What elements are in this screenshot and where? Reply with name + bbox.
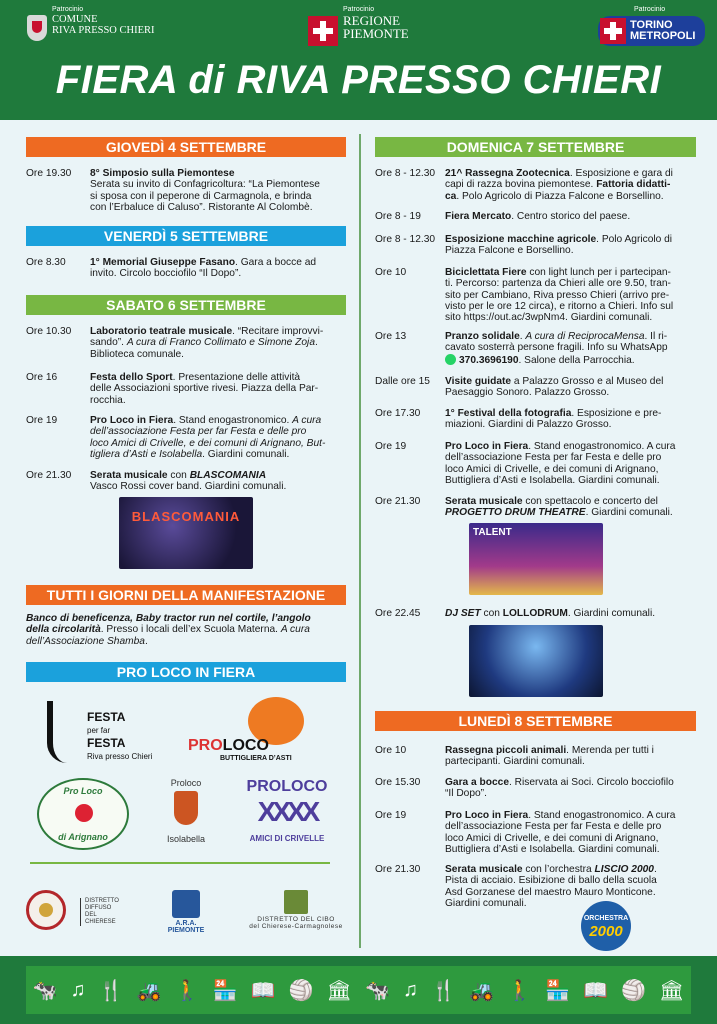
footer [0,956,717,1024]
event-text: sito https://out.ac/3wpNm4. Giardini comunali. [445,312,653,324]
event-text: . Stand enogastronomico. A cura [528,441,676,452]
event-text: con light lunch per i partecipan- [526,267,671,278]
seal-icon [26,890,66,930]
event-sabato-4 [26,470,346,494]
event-text: . Esposizione e pre- [571,408,662,419]
person-icon: 🚶 [174,979,200,1002]
patron-name-line: REGIONE [343,13,401,28]
event-text: . Giardini comunali. [202,448,290,460]
day-header-giovedi: GIOVEDÌ 4 SETTEMBRE [26,137,346,157]
patron-name-line: METROPOLI [630,30,696,42]
page-title: FIERA di RIVA PRESSO CHIERI [55,58,662,102]
patron-name-line: COMUNE [52,14,98,25]
event-sabato-2 [26,372,346,408]
event-domenica-2 [375,211,696,225]
event-time: Ore 16 [26,372,58,383]
event-text: . Merenda per tutti i [566,745,654,756]
event-text: a Palazzo Grosso e al Museo del [511,376,664,387]
music-icon: ♫ [402,978,418,1001]
event-lunedi-1 [375,745,696,769]
patron-caption: Patrocinio [52,6,84,13]
event-time: Ore 21.30 [26,470,72,481]
tutti-i-giorni-text [26,613,346,649]
event-title: Serata musicale [90,470,168,481]
event-title: Pro Loco in Fiera [445,810,529,821]
event-title: Visite guidate [445,376,512,387]
book-icon: 📖 [582,979,608,1002]
event-time: Ore 19 [26,415,58,426]
event-domenica-5 [375,331,696,367]
event-lunedi-2 [375,777,696,801]
event-text: . Polo Agricolo di Piazza Falcone e Borsellino. [456,190,664,202]
event-time: Ore 21.30 [375,496,421,507]
event-credit: dell’associazione Festa per far Festa e delle pro [90,426,307,438]
event-text: dell’associazione Festa per far Festa e delle pro [445,452,662,464]
event-text: con spettacolo e concerto del [522,496,658,507]
logo-text: A.R.A. [175,920,197,927]
logo-text: AMICI DI CRIVELLE [249,834,325,843]
festa-per-far-festa-logo [47,697,157,767]
event-text: loco Amici di Crivelle, e dei comuni di Arignano, [445,832,659,844]
logo-text: DEL CHIERESE [85,912,116,925]
logo-text: del Chierese-Carmagnolese [249,923,343,930]
event-title: Gara a bocce [445,777,509,788]
drum-theatre-photo [469,523,603,595]
logo-text: FESTA [87,736,126,750]
event-text: ti. Percorso: partenza da Chieri alle ore 9.50, tran- [445,278,671,290]
event-text: Biblioteca comunale. [90,348,185,360]
event-title: 1° Memorial Giuseppe Fasano [90,257,236,268]
tractor-icon: 🚜 [136,979,162,1002]
music-note-icon [47,701,87,763]
logo-text: Isolabella [166,834,206,844]
patron-caption: Patrocinio [343,6,375,13]
event-text: Vasco Rossi cover band. Giardini comunali. [90,481,287,493]
event-credit: A cura [280,624,310,636]
event-title: Fattoria didatti- [596,179,671,191]
event-time: Ore 17.30 [375,408,421,419]
ara-icon [172,890,200,918]
event-domenica-9 [375,496,696,520]
event-band-name: LOLLODRUM [502,608,568,619]
event-text: miazioni. Giardini di Palazzo Grosso. [445,419,612,431]
event-time: Ore 21.30 [375,864,421,875]
torino-metropoli-badge [598,16,705,46]
event-text: . Presentazione delle attività [172,372,301,383]
logo-text: Proloco [170,778,202,788]
day-header-lunedi: LUNEDÌ 8 SETTEMBRE [375,711,696,731]
event-text: invito. Circolo bocciofilo “Il Dopo”. [90,268,242,280]
event-title: Festa dello Sport [90,372,173,383]
event-credit: A cura [292,415,322,426]
event-text: della circolarità [26,624,101,636]
event-text: Pista di acciaio. Esibizione di ballo della scuola [445,875,657,887]
logo-text: DISTRETTO [85,898,119,904]
event-credit: A cura di ReciprocaMensa [525,331,645,342]
day-header-venerdi: VENERDÌ 5 SETTEMBRE [26,226,346,246]
logo-text: di Arignano [58,832,108,842]
book-icon: 📖 [250,979,276,1002]
event-text: . Riservata ai Soci. Circolo bocciofilo [509,777,674,788]
distretto-diffuso-logo [26,890,126,930]
proloco-isolabella-logo [160,778,212,850]
event-credit: loco Amici di Crivelle, e dei comuni di Arignano, But- [90,437,326,449]
event-time: Ore 19.30 [26,168,72,179]
event-domenica-8 [375,441,696,487]
event-text: loco Amici di Crivelle, e dei comuni di Arignano, [445,463,659,475]
event-text: delle Associazioni sportive rivesi. Piazza della Par- [90,383,319,395]
event-venerdi-1 [26,257,346,281]
event-text: con l’Erbaluce di Caluso”. Ristorante Al Colombè. [90,201,313,213]
torino-flag-icon [600,18,626,44]
event-title: 1° Festival della fotografia [445,408,572,419]
logo-text: FESTA [87,710,126,724]
event-domenica-4 [375,267,696,325]
event-text: . Gara a bocce ad [235,257,317,268]
event-giovedi-1 [26,168,346,214]
ara-piemonte-logo [162,890,210,934]
event-domenica-10 [375,608,696,622]
event-text: Giardini comunali. [445,897,527,909]
tractor-icon: 🚜 [469,979,494,1002]
event-credit: A cura di Franco Collimato e Simone Zoja [126,337,315,349]
event-text: con l’orchestra [522,864,595,875]
proloco-arignano-logo [37,778,129,850]
patron-caption: Patrocinio [634,6,666,13]
event-text: capi di razza bovina piemontese. [445,179,597,191]
event-lunedi-3 [375,810,696,856]
volleyball-icon: 🏐 [288,979,314,1002]
cow-icon: 🐄 [32,979,58,1002]
event-domenica-1 [375,168,696,204]
patron-name-line: PIEMONTE [343,26,409,41]
regione-flag-icon [308,16,338,46]
event-domenica-7 [375,408,696,432]
event-title: ca [445,190,457,202]
day-header-domenica: DOMENICA 7 SETTEMBRE [375,137,696,157]
event-text: Serata su invito di Confagricoltura: “La Piemontese [90,179,320,191]
event-title: Serata musicale [445,496,523,507]
event-time: Ore 19 [375,810,407,821]
event-text: sito per Cambiano, Riva presso Chieri (arrivo pre- [445,289,670,301]
event-text: . Salone della Parrocchia. [518,354,635,366]
logo-text: DISTRETTO DEL CIBO [257,916,335,923]
logo-text: PRO [188,737,223,754]
event-text: con [167,470,190,481]
event-time: Ore 15.30 [375,777,421,788]
event-band-name: PROGETTO DRUM THEATRE [445,507,586,519]
event-text: . Stand enogastronomico. A cura [528,810,676,821]
comune-crest-icon [27,15,47,41]
event-title: Rassegna piccoli animali [445,745,567,756]
event-phone: 370.3696190 [459,354,519,366]
event-title: Biciclettata Fiere [445,267,527,278]
event-text: si sposa con il peperone di Carmagnola, e brinda [90,190,312,202]
proloco-buttigliera-logo [188,697,320,767]
event-time: Ore 8 - 19 [375,211,421,222]
patron-regione [308,6,409,46]
event-text: . Giardini comunali. [567,608,656,619]
event-title: Pro Loco in Fiera [90,415,174,426]
day-header-sabato: SABATO 6 SETTEMBRE [26,295,346,315]
event-text: . “Recitare improvvi- [232,326,324,337]
proloco-crivelle-logo [246,778,328,850]
dc-icon [284,890,308,914]
event-text: cavato sosterrà persone fragili. Info su WhatsApp [445,342,668,354]
footer-icon-strip [26,966,691,1014]
logo-text: BUTTIGLIERA D’ASTI [220,755,292,762]
logo-text: PIEMONTE [167,927,205,934]
event-sabato-3 [26,415,346,461]
event-band-name: LISCIO 2000 [594,864,654,875]
event-text: dell’associazione Festa per far Festa e delle pro [445,821,662,833]
event-title: DJ SET [445,608,481,619]
event-lunedi-4 [375,864,696,910]
event-text: . Polo Agricolo di [596,234,673,245]
shield-icon [174,791,198,825]
patron-torino [598,6,705,46]
event-text: sando”. [90,337,127,349]
blascomania-photo [119,497,253,569]
section-header-tutti-i-giorni: TUTTI I GIORNI DELLA MANIFESTAZIONE [26,585,346,605]
logo-text: PROLOCO [246,778,328,795]
event-time: Ore 10 [375,745,407,756]
event-domenica-3 [375,234,696,258]
event-text: Piazza Falcone e Borsellino. [445,245,574,257]
event-credit: dell’Associazione Shamba [26,635,145,647]
logo-text: per far [87,726,111,735]
cow-icon: 🐄 [364,979,390,1002]
patron-comune [27,6,155,41]
patron-name-line: TORINO [630,19,673,31]
header [0,0,717,120]
section-header-pro-loco: PRO LOCO IN FIERA [26,662,346,682]
crossed-x-icon: XXXX [257,796,317,827]
whatsapp-icon [445,354,456,365]
event-title: Esposizione macchine agricole [445,234,597,245]
event-title: 8° Simposio sulla Piemontese [90,168,235,179]
event-text: . [519,331,526,342]
dj-set-photo [469,625,603,697]
event-band-name: BLASCOMANIA [189,470,267,481]
event-text: . [314,337,318,349]
event-time: Ore 8.30 [26,257,66,268]
volleyball-icon: 🏐 [620,979,646,1002]
apple-icon [75,804,93,822]
distretto-del-cibo-logo [240,890,352,930]
logo-text: Pro Loco [63,786,103,796]
event-text: . [653,864,657,875]
event-text: . Presso i locali dell’ex Scuola Materna. [100,624,281,636]
person-icon: 🚶 [507,979,532,1002]
food-icon: 🍴 [431,979,456,1002]
event-text: partecipanti. Giardini comunali. [445,756,585,768]
event-text: . Giardini comunali. [585,507,673,519]
event-title: Pranzo solidale [445,331,520,342]
event-credit: tigliera d’Asti e Isolabella [90,448,203,460]
logo-text: DIFFUSO [85,905,112,911]
event-time: Dalle ore 15 [375,376,430,387]
event-time: Ore 19 [375,441,407,452]
museum-icon: 🏛 [658,979,685,1002]
event-text: con [480,608,503,619]
market-icon: 🏪 [212,979,238,1002]
logo-text: LOCO [222,737,269,754]
orchestra-2000-logo [581,901,631,951]
event-time: Ore 10.30 [26,326,72,337]
logo-text: Riva presso Chieri [87,752,153,761]
patron-name-line: RIVA PRESSO CHIERI [52,25,155,36]
museum-icon: 🏛 [326,979,352,1002]
event-text: . Il ri- [644,331,668,342]
event-time: Ore 8 - 12.30 [375,168,436,179]
event-time: Ore 10 [375,267,407,278]
event-domenica-6 [375,376,696,400]
event-text: Banco di beneficenza, Baby tractor run nel cortile, l’angolo [26,613,311,624]
event-text: visto per le ore 12 circa), e ritorno a Chieri. Info sul [445,300,674,312]
event-text: . Esposizione e gara di [569,168,673,179]
event-text: Asd Gorzanese del maestro Mauro Monticone. [445,886,656,898]
sponsor-separator [30,862,330,864]
event-time: Ore 8 - 12.30 [375,234,436,245]
logo-text: ORCHESTRA [583,915,629,922]
event-text: rocchia. [90,394,126,406]
event-title: Serata musicale [445,864,523,875]
event-text: Paesaggio Sonoro. Palazzo Grosso. [445,387,610,399]
event-title: Laboratorio teatrale musicale [90,326,233,337]
event-sabato-1 [26,326,346,362]
food-icon: 🍴 [98,979,124,1002]
event-text: . Stand enogastronomico. [173,415,293,426]
event-text: “Il Dopo”. [445,788,487,800]
photo-caption: BLASCOMANIA [131,509,241,524]
event-text: Buttigliera d’Asti e Isolabella. Giardini comunali. [445,843,660,855]
event-title: Fiera Mercato [445,211,512,222]
event-title: Pro Loco in Fiera [445,441,529,452]
event-text: . Centro storico del paese. [511,211,631,222]
event-title: 21^ Rassegna Zootecnica [445,168,570,179]
event-time: Ore 22.45 [375,608,421,619]
event-time: Ore 13 [375,331,407,342]
logo-text: 2000 [589,923,623,940]
music-icon: ♫ [70,978,86,1001]
photo-caption: TALENT [473,527,512,538]
market-icon: 🏪 [544,979,570,1002]
event-text: . [144,635,148,647]
event-text: Buttigliera d’Asti e Isolabella. Giardini comunali. [445,474,660,486]
